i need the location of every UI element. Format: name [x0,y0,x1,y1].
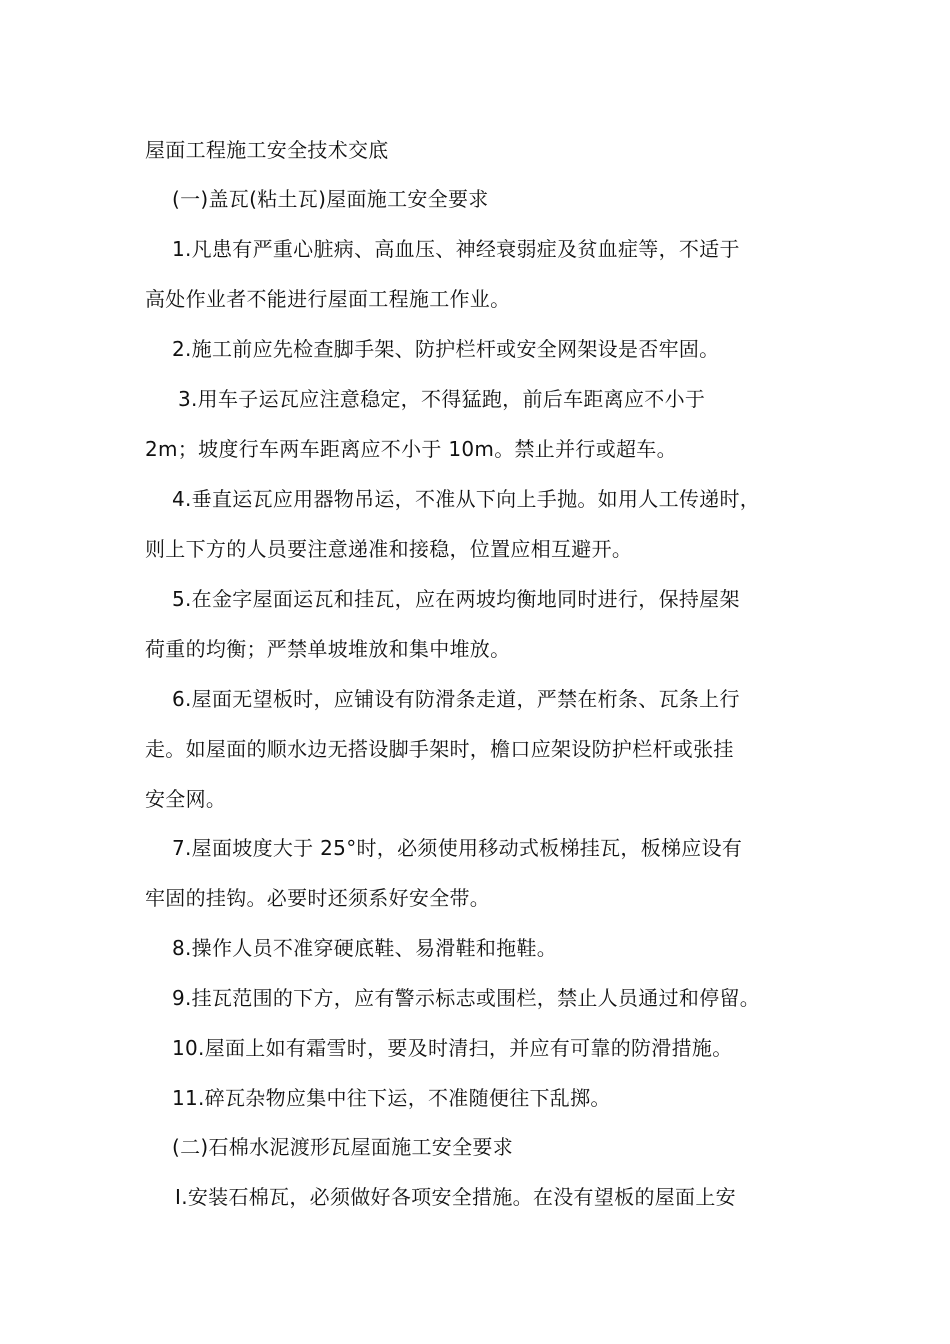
text-line: 3.用车子运瓦应注意稳定，不得猛跑，前后车距离应不小于 [178,387,706,411]
text-line: 2.施工前应先检查脚手架、防护栏杆或安全网架设是否牢固。 [172,337,720,361]
text-line: 7.屋面坡度大于 25°时，必须使用移动式板梯挂瓦，板梯应设有 [172,836,743,860]
text-line: 荷重的均衡；严禁单坡堆放和集中堆放。 [145,637,511,661]
text-line: 则上下方的人员要注意递准和接稳，位置应相互避开。 [145,537,633,561]
text-line: 11.碎瓦杂物应集中往下运，不准随便往下乱掷。 [172,1086,611,1110]
text-line: 5.在金字屋面运瓦和挂瓦，应在两坡均衡地同时进行，保持屋架 [172,587,740,611]
text-line: 8.操作人员不准穿硬底鞋、易滑鞋和拖鞋。 [172,936,558,960]
document-title: 屋面工程施工安全技术交底 [145,138,389,162]
text-line: 安全网。 [145,787,227,811]
text-line: 6.屋面无望板时，应铺设有防滑条走道，严禁在桁条、瓦条上行 [172,687,740,711]
text-line: 高处作业者不能进行屋面工程施工作业。 [145,287,511,311]
text-line: 4.垂直运瓦应用器物吊运，不准从下向上手抛。如用人工传递时， [172,487,761,511]
section-heading-2: (二)石棉水泥渡形瓦屋面施工安全要求 [172,1135,514,1159]
text-line: 9.挂瓦范围的下方，应有警示标志或围栏，禁止人员通过和停留。 [172,986,761,1010]
text-line: 牢固的挂钩。必要时还须系好安全带。 [145,886,491,910]
text-line: I.安装石棉瓦，必须做好各项安全措施。在没有望板的屋面上安 [175,1185,736,1209]
section-heading-1: (一)盖瓦(粘土瓦)屋面施工安全要求 [172,187,489,211]
text-line: 走。如屋面的顺水边无搭设脚手架时，檐口应架设防护栏杆或张挂 [145,737,734,761]
text-line: 10.屋面上如有霜雪时，要及时清扫，并应有可靠的防滑措施。 [172,1036,733,1060]
text-line: 2m；坡度行车两车距离应不小于 10m。禁止并行或超车。 [145,437,677,461]
text-line: 1.凡患有严重心脏病、高血压、神经衰弱症及贫血症等，不适于 [172,237,740,261]
